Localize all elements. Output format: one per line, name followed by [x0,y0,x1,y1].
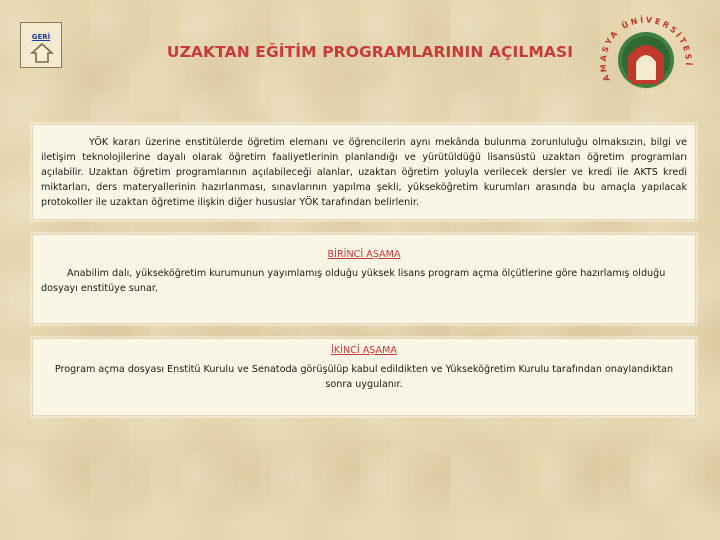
stage1-text: Anabilim dalı, yükseköğretim kurumunun yayımlamış olduğu yüksek lisans program açma ölçütlerine göre hazırlamış olduğu dosyayı enstitüye sunar. [41,268,666,294]
back-button[interactable] [20,22,62,68]
logo-ring-text: AMASYA ÜNİVERSİTESİ [598,15,694,83]
home-arrow-icon [30,42,54,64]
stage2-text: Program açma dosyası Enstitü Kurulu ve Senatoda görüşülüp kabul edildikten ve Yükseköğretim Kurulu tarafından onaylandıktan sonra uygulanır. [54,364,674,390]
page-title: UZAKTAN EĞİTİM PROGRAMLARININ AÇILMASI [166,43,574,61]
back-label: GERİ [31,33,51,41]
intro-box [32,124,696,220]
logo-year: 2006 [636,90,656,96]
stage2-heading: İKİNCİ AŞAMA [331,345,397,356]
stage2-box [32,338,696,416]
stage1-heading: BİRİNCİ AŞAMA [327,249,401,260]
logo-base [632,80,660,84]
university-logo [596,10,696,110]
logo-gate-opening [636,55,656,80]
stage1-box [32,234,696,324]
intro-text: YÖK kararı üzerine enstitülerde öğretim elemanı ve öğrencilerin aynı mekânda bulunma zorunluluğu olmaksızın, bilgi ve iletişim teknolojilerine dayalı olarak öğretim faaliyetlerinin planlandığı ve yürütüldüğü lisansüstü uzaktan öğretim programları açılabilir. Uzaktan öğretim programlarının açılabileceği alanlar, uzaktan öğretim yoluyla verilecek dersler ve kredi ile AKTS kredi miktarları, ders materyallerinin hazırlanması, sınavlarının yapılma şekli, yükseköğretim kurumları arasında bu amaçla yapılacak protokoller ile uzaktan öğretime ilişkin diğer hususlar YÖK tarafından belirlenir. [41,137,687,208]
